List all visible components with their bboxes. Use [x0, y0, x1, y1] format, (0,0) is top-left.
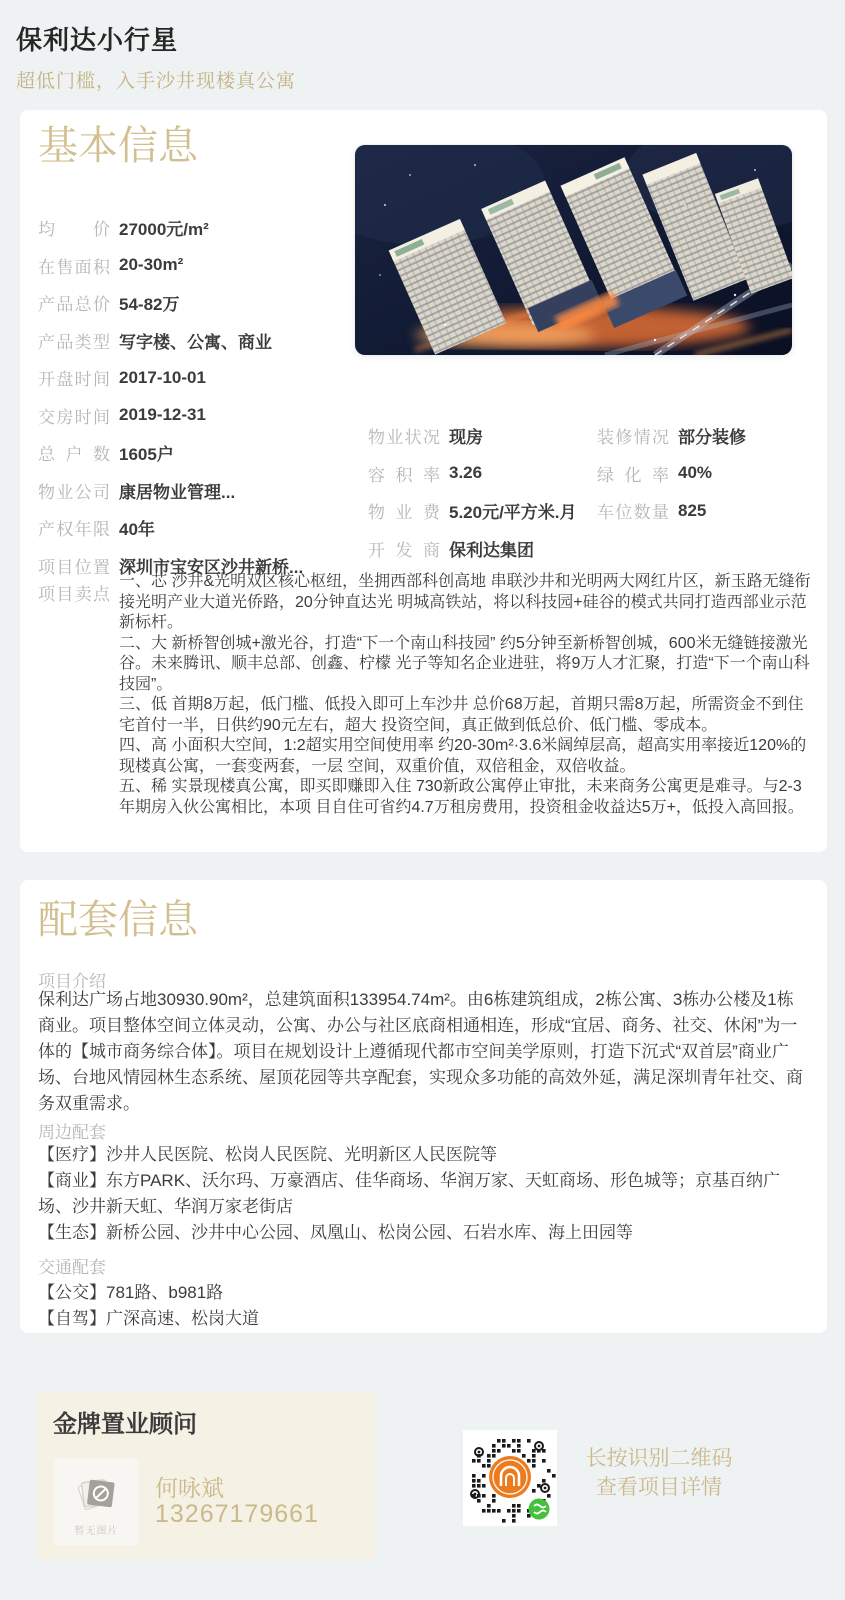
amenities-card — [20, 880, 827, 1333]
intro-label: 项目介绍 — [38, 972, 106, 991]
traffic-line-drive: 【自驾】广深高速、松岗大道 — [38, 1309, 259, 1328]
miniprogram-qr-icon — [463, 1430, 557, 1526]
nearby-line-business: 【商业】东方PARK、沃尔玛、万豪酒店、佳华商场、华润万家、天虹商场、形色城等；京基百纳广场、沙井新天虹、华润万家老街店 — [38, 1171, 781, 1216]
qr-tip-text — [556, 1444, 762, 1502]
field-total-price: 产品总价 54-82万 — [38, 295, 180, 315]
night-aerial-render — [355, 145, 792, 355]
nearby-label: 周边配套 — [38, 1123, 106, 1142]
field-avg-price: 均价 27000元/m² — [38, 220, 209, 240]
consultant-name: 何咏斌 — [155, 1475, 224, 1501]
basic-fields-left — [38, 209, 303, 584]
nearby-line-ecology: 【生态】新桥公园、沙井中心公园、凤凰山、松岗公园、石岩水库、海上田园等 — [38, 1223, 633, 1242]
field-sale-area: 在售面积 20-30m² — [38, 255, 184, 277]
qr-tip-line1: 长按识别二维码 — [585, 1447, 733, 1470]
consultant-card — [37, 1392, 375, 1560]
field-property-fee: 物业费 5.20元/平方米.月 — [368, 503, 577, 523]
field-households: 总户数 1605户 — [38, 445, 174, 465]
qr-tip-line2: 查看项目详情 — [596, 1476, 722, 1499]
selling-points-text — [119, 572, 811, 818]
selling-point-item: 四、高 小面积大空间，1:2超实用空间使用率 约20-30m²·3.6米阔绰层高，超高实用率接近120%的现楼真公寓，一套变两套，一层 空间，双重价值，双倍租金，双倍收益。 — [119, 737, 807, 775]
no-image-text: 暂无图片 — [74, 1526, 119, 1537]
consultant-card-title: 金牌置业顾问 — [53, 1411, 197, 1438]
basic-info-card — [20, 110, 827, 852]
traffic-label: 交通配套 — [38, 1258, 106, 1277]
project-render-image[interactable] — [355, 145, 792, 355]
field-property-company: 物业公司 康居物业管理... — [38, 482, 236, 502]
page-subtitle: 超低门槛，入手沙井现楼真公寓 — [16, 71, 297, 92]
field-decoration: 装修情况 部分装修 — [597, 428, 746, 448]
field-developer: 开发商 保利达集团 — [368, 540, 534, 560]
selling-point-item: 五、稀 实景现楼真公寓，即买即赚即入住 730新政公寓停止审批，未来商务公寓更是难寻。与2-3年期房入伙公寓相比，本项 目自住可省约4.7万租房费用，投资租金收益达5万+，低投入高回报。 — [119, 778, 804, 816]
selling-point-item: 二、大 新桥智创城+激光谷，打造“下一个南山科技园” 约5分钟至新桥智创城，600米无缝链接激光谷。未来腾讯、顺丰总部、创鑫、柠檬 光子等知名企业进驻，将9万人才汇聚，打造“下一个南山科技园”。 — [119, 634, 810, 693]
consultant-phone[interactable]: 13267179661 — [155, 1500, 319, 1528]
field-parking: 车位数量 825 — [597, 500, 707, 523]
amenities-title: 配套信息 — [38, 898, 198, 942]
traffic-text — [38, 1280, 810, 1332]
selling-point-item: 一、芯 沙井&光明双区核心枢纽，坐拥西部科创高地 串联沙井和光明两大网红片区，新玉路无缝衔接光明产业大道光侨路，20分钟直达光 明城高铁站，将以科技园+硅谷的模式共同打造西部业示范新标杆。 — [119, 573, 811, 631]
consultant-photo-placeholder — [54, 1458, 139, 1545]
field-product-type: 产品类型 写字楼、公寓、商业 — [38, 332, 272, 352]
page-title: 保利达小行星 — [16, 25, 179, 55]
field-plot-ratio: 容积率 3.26 — [368, 463, 483, 485]
field-location: 项目位置 深圳市宝安区沙井新桥... — [38, 557, 304, 577]
no-photo-icon — [73, 1470, 121, 1518]
nearby-line-medical: 【医疗】沙井人民医院、松岗人民医院、光明新区人民医院等 — [38, 1145, 497, 1164]
selling-points-label: 项目卖点 — [38, 585, 110, 604]
field-delivery-date: 交房时间 2019-12-31 — [38, 405, 206, 427]
field-open-date: 开盘时间 2017-10-01 — [38, 367, 206, 390]
traffic-line-bus: 【公交】781路、b981路 — [38, 1283, 224, 1302]
field-green-ratio: 绿化率 40% — [597, 463, 713, 485]
selling-point-item: 三、低 首期8万起，低门槛、低投入即可上车沙井 总价68万起，首期只需8万起，所需资金不到住宅首付一半，日供约90元左右，超大 投资空间，真正做到低总价、低门槛、零成本。 — [119, 696, 804, 734]
basic-fields-mid — [368, 417, 577, 567]
field-property-status: 物业状况 现房 — [368, 428, 483, 448]
nearby-text — [38, 1142, 810, 1246]
basic-fields-right — [597, 417, 746, 530]
intro-text: 保利达广场占地30930.90m²，总建筑面积133954.74m²。由6栋建筑组成，2栋公寓、3栋办公楼及1栋商业。项目整体空间立体灵动，公寓、办公与社区底商相通相连，形成“宜居、商务、社交、休闲”为一体的【城市商务综合体】。项目在规划设计上遵循现代都市空间美学原则，打造下沉式“双首层”商业广场、台地风情园林生态系统、屋顶花园等共享配套，实现众多功能的高效外延，满足深圳青年社交、商务双重需求。 — [38, 990, 803, 1113]
field-tenure: 产权年限 40年 — [38, 520, 155, 540]
qr-code[interactable] — [463, 1430, 557, 1526]
basic-info-title: 基本信息 — [38, 124, 198, 168]
